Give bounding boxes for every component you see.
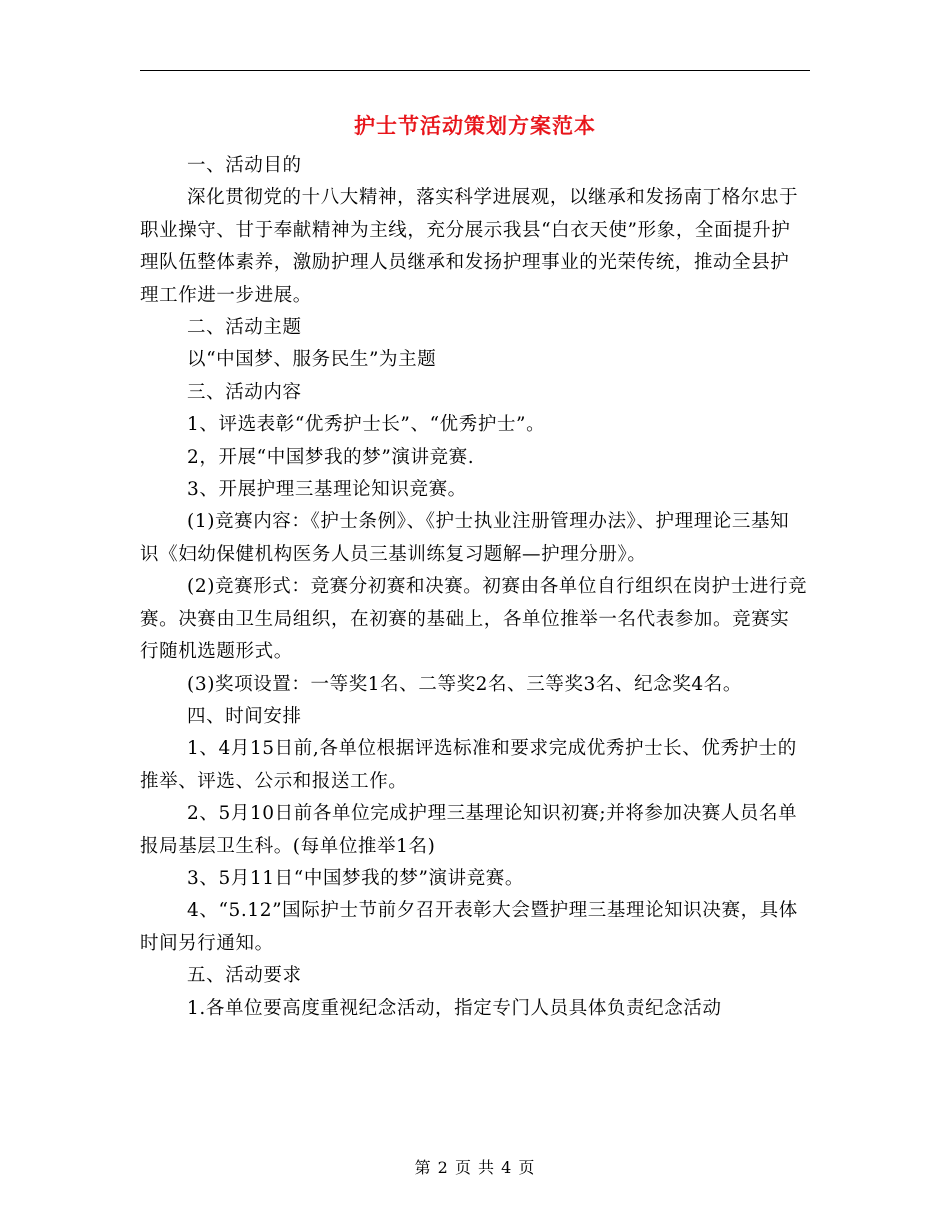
section-heading-schedule: 四、时间安排 (187, 705, 302, 727)
section-heading-theme: 二、活动主题 (187, 317, 302, 339)
paragraph: 以“中国梦、服务民生”为主题 (187, 349, 437, 371)
document-title: 护士节活动策划方案范本 (354, 113, 596, 138)
list-item: 3、5月11日“中国梦我的梦”演讲竞赛。 (187, 867, 524, 889)
sub-item: (1)竞赛内容：《护士条例》、《护士执业注册管理办法》、护理理论三基知识《妇幼保健机构医务人员三基训练复习题解—护理分册》。 (140, 511, 790, 565)
header-rule (140, 70, 810, 71)
list-item: 2，开展“中国梦我的梦”演讲竞赛. (187, 446, 475, 468)
section-heading-requirements: 五、活动要求 (187, 965, 302, 987)
sub-item: (2)竞赛形式：竞赛分初赛和决赛。初赛由各单位自行组织在岗护士进行竞赛。决赛由卫生局组织，在初赛的基础上，各单位推举一名代表参加。竞赛实行随机选题形式。 (140, 576, 808, 663)
list-item: 2、5月10日前各单位完成护理三基理论知识初赛;并将参加决赛人员名单报局基层卫生科。(每单位推举1名) (140, 803, 798, 857)
list-item: 1.各单位要高度重视纪念活动，指定专门人员具体负责纪念活动 (187, 997, 722, 1019)
document-body (140, 150, 808, 1025)
list-item: 3、开展护理三基理论知识竞赛。 (187, 479, 467, 501)
section-heading-content: 三、活动内容 (187, 381, 302, 403)
list-item: 4、“5.12”国际护士节前夕召开表彰大会暨护理三基理论知识决赛，具体时间另行通知。 (140, 900, 798, 954)
section-heading-purpose: 一、活动目的 (187, 155, 302, 176)
page-number-footer: 第 2 页 共 4 页 (414, 1158, 536, 1177)
list-item: 1、4月15日前,各单位根据评选标准和要求完成优秀护士长、优秀护士的推举、评选、公示和报送工作。 (140, 738, 797, 792)
paragraph: 深化贯彻党的十八大精神，落实科学进展观，以继承和发扬南丁格尔忠于职业操守、甘于奉献精神为主线，充分展示我县“白衣天使”形象，全面提升护理队伍整体素养，激励护理人员继承和发扬护理事业的光荣传统，推动全县护理工作进一步进展。 (140, 187, 799, 306)
list-item: 1、评选表彰“优秀护士长”、“优秀护士”。 (187, 414, 546, 436)
sub-item: (3)奖项设置：一等奖1名、二等奖2名、三等奖3名、纪念奖4名。 (187, 673, 742, 695)
